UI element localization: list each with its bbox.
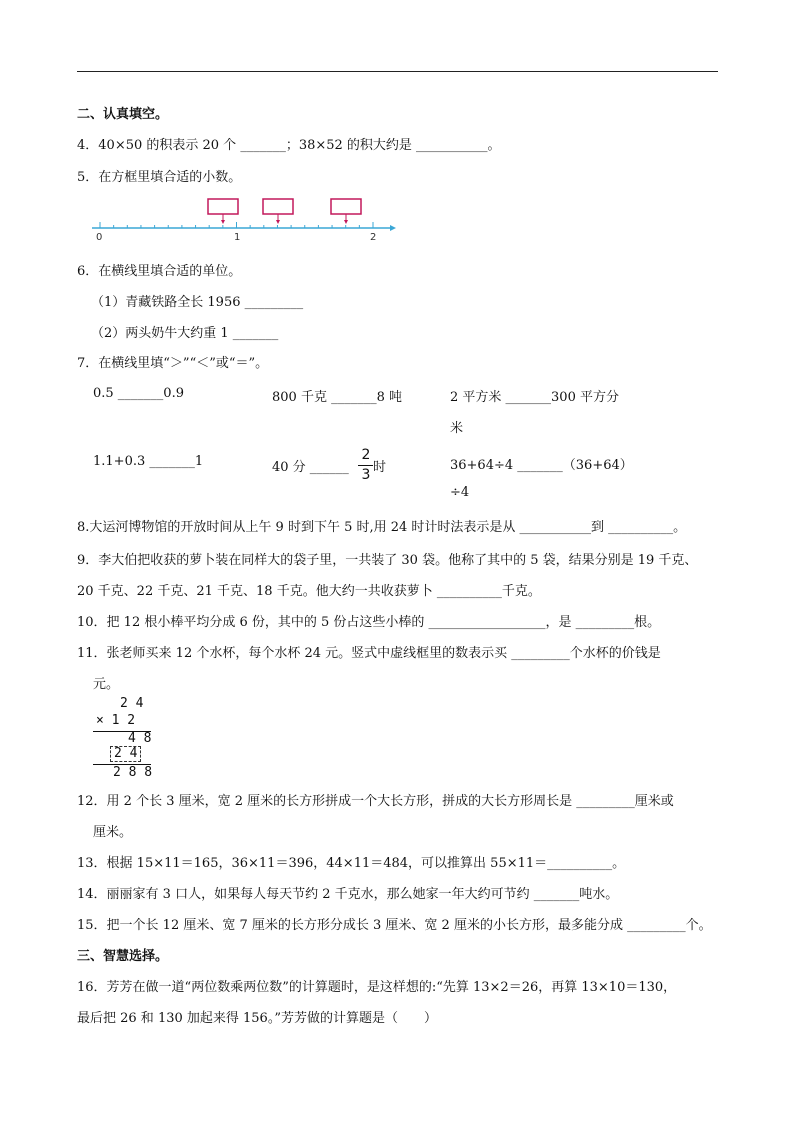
answer-box-1[interactable] (208, 199, 238, 224)
calc-row-2: × 1 2 (96, 713, 136, 728)
question-12-line-2: 厘米。 (93, 825, 133, 840)
calc-row-4-dashed-box: 2 4 (110, 746, 141, 762)
fraction-denominator: 3 (361, 467, 371, 483)
compare-5: 40 分 ______ (272, 460, 349, 475)
question-5: 5．在方框里填合适的小数。 (77, 170, 242, 185)
question-14: 14．丽丽家有 3 口人，如果每人每天节约 2 千克水，那么她家一年大约可节约 _______吨水。 (77, 887, 619, 902)
question-16-line-2: 最后把 26 和 130 加起来得 156。”芳芳做的计算题是（ ） (77, 1011, 437, 1026)
question-6-item-1: （1）青藏铁路全长 1956 _________ (91, 295, 304, 310)
compare-6-cont: ÷4 (450, 485, 470, 500)
question-11-line-2: 元。 (93, 677, 120, 692)
tick-label-2: 2 (370, 232, 377, 243)
question-6-title: 6．在横线里填合适的单位。 (77, 264, 242, 279)
question-10: 10．把 12 根小棒平均分成 6 份，其中的 5 份占这些小棒的 __________________，是 _________根。 (77, 615, 661, 630)
compare-2: 800 千克 _______8 吨 (272, 390, 402, 405)
axis-arrow (390, 225, 396, 231)
section-heading-3: 三、智慧选择。 (77, 949, 169, 964)
fraction-bar (358, 465, 373, 466)
question-13: 13．根据 15×11＝165，36×11＝396，44×11＝484，可以推算出 55×11＝__________。 (77, 856, 626, 871)
number-line (92, 222, 396, 231)
compare-5-unit: 时 (373, 460, 387, 475)
calc-row-1: 2 4 (120, 696, 144, 711)
calc-row-3: 4 8 (128, 731, 152, 746)
question-9-line-1: 9．李大伯把收获的萝卜装在同样大的袋子里，一共装了 30 袋。他称了其中的 5 袋，结果分别是 19 千克、 (77, 553, 698, 568)
question-4: 4．40×50 的积表示 20 个 _______；38×52 的积大约是 ___________。 (77, 138, 501, 153)
question-6-item-2: （2）两头奶牛大约重 1 _______ (91, 326, 279, 341)
question-16-line-1: 16．芳芳在做一道“两位数乘两位数”的计算题时，是这样想的:“先算 13×2＝26，再算 13×10＝130， (77, 980, 677, 995)
number-line-figure (90, 194, 400, 244)
compare-4: 1.1+0.3 _______1 (93, 454, 204, 469)
compare-3: 2 平方米 _______300 平方分 (450, 390, 619, 405)
question-8: 8.大运河博物馆的开放时间从上午 9 时到下午 5 时,用 24 时计时法表示是从 ___________到 __________。 (77, 520, 687, 535)
compare-3-cont: 米 (450, 421, 464, 436)
compare-1: 0.5 _______0.9 (93, 386, 184, 401)
question-12-line-1: 12．用 2 个长 3 厘米，宽 2 厘米的长方形拼成一个大长方形，拼成的大长方形周长是 _________厘米或 (77, 794, 674, 809)
answer-box-3[interactable] (331, 199, 361, 224)
section-heading-2: 二、认真填空。 (77, 107, 169, 122)
question-7-title: 7．在横线里填“＞”“＜”或“＝”。 (77, 356, 269, 371)
question-15: 15．把一个长 12 厘米、宽 7 厘米的长方形分成长 3 厘米、宽 2 厘米的小长方形，最多能分成 _________个。 (77, 918, 712, 933)
fraction-numerator: 2 (361, 447, 371, 463)
top-rule (77, 71, 718, 72)
question-11-line-1: 11．张老师买来 12 个水杯，每个水杯 24 元。竖式中虚线框里的数表示买 _________个水杯的价钱是 (77, 646, 661, 661)
calc-row-5: 2 8 8 (113, 765, 153, 780)
compare-6: 36+64÷4 _______（36+64） (450, 458, 633, 473)
answer-box-2[interactable] (263, 199, 293, 224)
question-9-line-2: 20 千克、22 千克、21 千克、18 千克。他大约一共收获萝卜 __________千克。 (77, 584, 541, 599)
tick-label-0: 0 (96, 232, 103, 243)
tick-label-1: 1 (234, 232, 241, 243)
